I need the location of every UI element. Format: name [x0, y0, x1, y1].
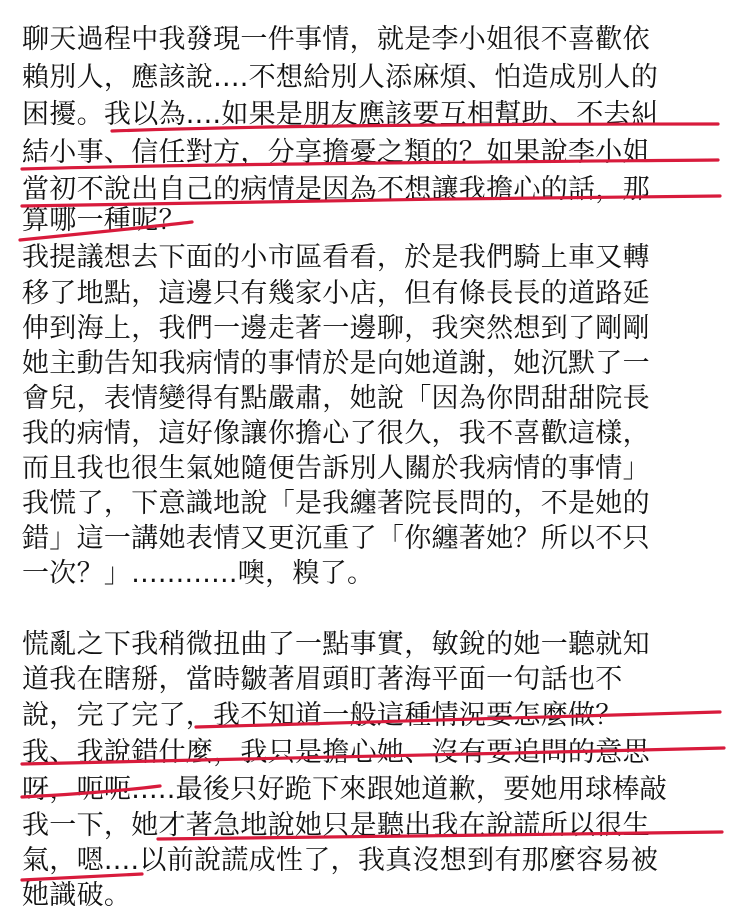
text-line-12: 我的病情，這好像讓你擔心了很久，我不喜歡這樣， [22, 418, 650, 449]
text-line-2: 賴別人，應該說....不想給別人添麻煩、怕造成別人的 [22, 62, 659, 93]
text-line-3: 困擾。我以為....如果是朋友應該要互相幫助、不去糾 [22, 99, 659, 130]
text-line-5: 當初不說出自己的病情是因為不想讓我擔心的話，那 [22, 174, 650, 205]
text-line-4: 結小事、信任對方，分享擔憂之類的？如果說李小姐 [22, 137, 650, 168]
text-line-18: 慌亂之下我稍微扭曲了一點事實，敏銳的她一聽就知 [22, 629, 650, 660]
text-line-13: 而且我也很生氣她隨便告訴別人關於我病情的事情」 [22, 453, 650, 484]
text-line-16: 一次？」............噢，糗了。 [22, 558, 375, 589]
text-line-8: 移了地點，這邊只有幾家小店，但有條長長的道路延 [22, 278, 650, 309]
text-line-10: 她主動告知我病情的事情於是向她道謝，她沉默了一 [22, 348, 650, 379]
text-line-1: 聊天過程中我發現一件事情，就是李小姐很不喜歡依 [22, 24, 650, 55]
text-line-11: 會兒，表情變得有點嚴肅，她說「因為你問甜甜院長 [22, 383, 650, 414]
text-line-20: 說，完了完了，我不知道一般這種情況要怎麼做？ [22, 700, 623, 731]
text-line-7: 我提議想去下面的小市區看看，於是我們騎上車又轉 [22, 242, 650, 273]
text-line-6: 算哪一種呢？ [22, 205, 186, 236]
text-line-14: 我慌了，下意識地說「是我纏著院長問的，不是她的 [22, 488, 650, 519]
text-line-19: 道我在瞎掰，當時皺著眉頭盯著海平面一句話也不 [22, 664, 623, 695]
text-line-15: 錯」這一講她表情又更沉重了「你纏著她？所以不只 [22, 523, 650, 554]
text-line-24: 氣，嗯....以前說謊成性了，我真沒想到有那麼容易被 [22, 845, 659, 876]
text-line-17 [22, 590, 734, 630]
text-line-25: 她識破。 [22, 880, 132, 911]
text-line-22: 呀，呃呃.....最後只好跪下來跟她道歉，要她用球棒敲 [22, 774, 668, 805]
text-line-9: 伸到海上，我們一邊走著一邊聊，我突然想到了剛剛 [22, 313, 650, 344]
text-line-21: 我、我說錯什麼，我只是擔心她、沒有要追問的意思 [22, 737, 650, 768]
text-line-23: 我一下，她才著急地說她只是聽出我在說謊所以很生 [22, 810, 650, 841]
